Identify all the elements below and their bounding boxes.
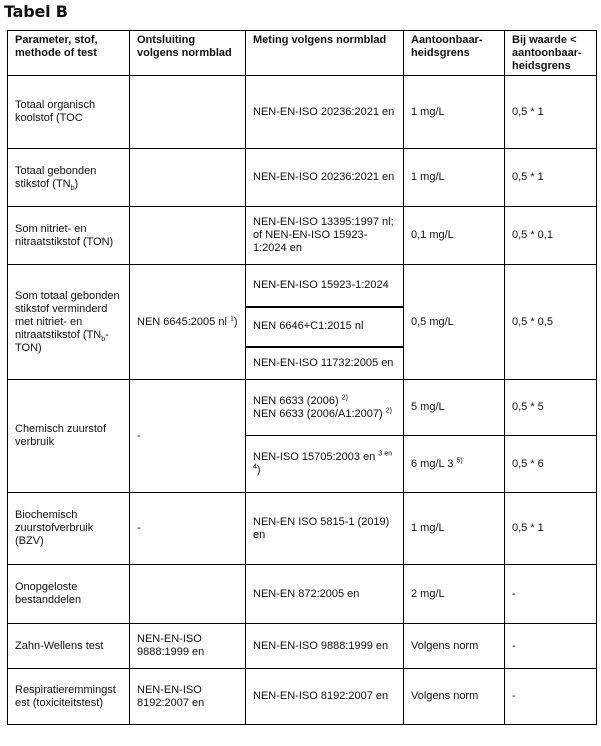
cell-grens: 1 mg/L — [404, 149, 505, 207]
cell-meting-2: NEN 6646+C1:2015 nl — [246, 307, 404, 347]
cell-grens: Volgens norm — [404, 669, 505, 725]
header-ontsluiting: Ontsluiting volgens normblad — [130, 31, 246, 76]
cell-meting: NEN-EN ISO 5815-1 (2019) en — [246, 493, 404, 565]
cell-meting-3: NEN-EN-ISO 11732:2005 en — [246, 347, 404, 380]
cell-bij-waarde-2: 0,5 * 6 — [505, 436, 597, 493]
cell-ontsluiting — [130, 149, 246, 207]
cell-parameter: Totaal gebonden stikstof $(TN_b)$ — [8, 149, 130, 207]
cell-grens: 0,5 mg/L — [404, 265, 505, 380]
cell-meting: NEN-EN-ISO 9888:1999 en — [246, 624, 404, 669]
cell-ontsluiting: - — [130, 380, 246, 493]
cell-ontsluiting: NEN-EN-ISO 8192:2007 en — [130, 669, 246, 725]
table-row-onopgeloste — [8, 565, 597, 624]
cell-grens: 0,1 mg/L — [404, 207, 505, 265]
cell-grens-2: 6 mg/L 3 $^{5)}$ — [404, 436, 505, 493]
cell-parameter: Respiratieremmingst est (toxiciteitstest) — [8, 669, 130, 725]
header-meting: Meting volgens normblad — [246, 31, 404, 76]
cell-parameter: Zahn-Wellens test — [8, 624, 130, 669]
cell-bij-waarde: 0,5 * 1 — [505, 76, 597, 149]
header-row — [8, 31, 597, 76]
cell-grens-1: 5 mg/L — [404, 380, 505, 436]
cell-bij-waarde: - — [505, 669, 597, 725]
cell-parameter: Som nitriet- en nitraatstikstof (TON) — [8, 207, 130, 265]
cell-bij-waarde: 0,5 * 1 — [505, 493, 597, 565]
cell-meting: NEN-EN-ISO 20236:2021 en — [246, 76, 404, 149]
cell-bij-waarde: 0,5 * 0,1 — [505, 207, 597, 265]
cell-meting: NEN-EN-ISO 13395:1997 nl; of NEN-EN-ISO 15923-1:2024 en — [246, 207, 404, 265]
cell-ontsluiting — [130, 565, 246, 624]
cell-meting: NEN-EN-ISO 20236:2021 en — [246, 149, 404, 207]
cell-grens: Volgens norm — [404, 624, 505, 669]
header-aantoonbaarheidsgrens: Aantoonbaar-heidsgrens — [404, 31, 505, 76]
cell-parameter: Totaal organisch koolstof (TOC — [8, 76, 130, 149]
table-title: Tabel B — [4, 2, 68, 21]
table-row-ton — [8, 207, 597, 265]
cell-grens: 1 mg/L — [404, 76, 505, 149]
cell-parameter: Biochemisch zuurstofverbruik (BZV) — [8, 493, 130, 565]
table-row-toc — [8, 76, 597, 149]
cell-grens: 2 mg/L — [404, 565, 505, 624]
table-row-zahn — [8, 624, 597, 669]
cell-meting: NEN-EN 872:2005 en — [246, 565, 404, 624]
cell-ontsluiting: NEN 6645:2005 nl $^1$) — [130, 265, 246, 380]
cell-ontsluiting: - — [130, 493, 246, 565]
norm-table — [7, 30, 597, 725]
cell-parameter: Onopgeloste bestanddelen — [8, 565, 130, 624]
table-row-tnb — [8, 149, 597, 207]
cell-ontsluiting — [130, 207, 246, 265]
cell-ontsluiting: NEN-EN-ISO 9888:1999 en — [130, 624, 246, 669]
table-row-tnb-ton — [8, 265, 597, 307]
header-parameter: Parameter, stof, methode of test — [8, 31, 130, 76]
cell-bij-waarde: - — [505, 624, 597, 669]
cell-bij-waarde-1: 0,5 * 5 — [505, 380, 597, 436]
cell-grens: 1 mg/L — [404, 493, 505, 565]
cell-meting-1: NEN 6633 (2006) $^{2)}$ NEN 6633 (2006/A1:2007) $^{2)}$ — [246, 380, 404, 436]
cell-bij-waarde: - — [505, 565, 597, 624]
table-row-bzv — [8, 493, 597, 565]
header-bij-waarde: Bij waarde < aantoonbaar-heidsgrens — [505, 31, 597, 76]
cell-parameter: Som totaal gebonden stikstof verminderd met nitriet- en nitraatstikstof $(TN_b-TON)$ — [8, 265, 130, 380]
cell-parameter: Chemisch zuurstof verbruik — [8, 380, 130, 493]
table-row-czv — [8, 380, 597, 436]
cell-bij-waarde: 0,5 * 1 — [505, 149, 597, 207]
cell-bij-waarde: 0,5 * 0,5 — [505, 265, 597, 380]
cell-ontsluiting — [130, 76, 246, 149]
cell-meting: NEN-EN-ISO 8192:2007 en — [246, 669, 404, 725]
cell-meting-2: NEN-ISO 15705:2003 en $^{3 en 4}$) — [246, 436, 404, 493]
cell-meting-1: NEN-EN-ISO 15923-1:2024 — [246, 265, 404, 307]
table-row-respiratie — [8, 669, 597, 725]
